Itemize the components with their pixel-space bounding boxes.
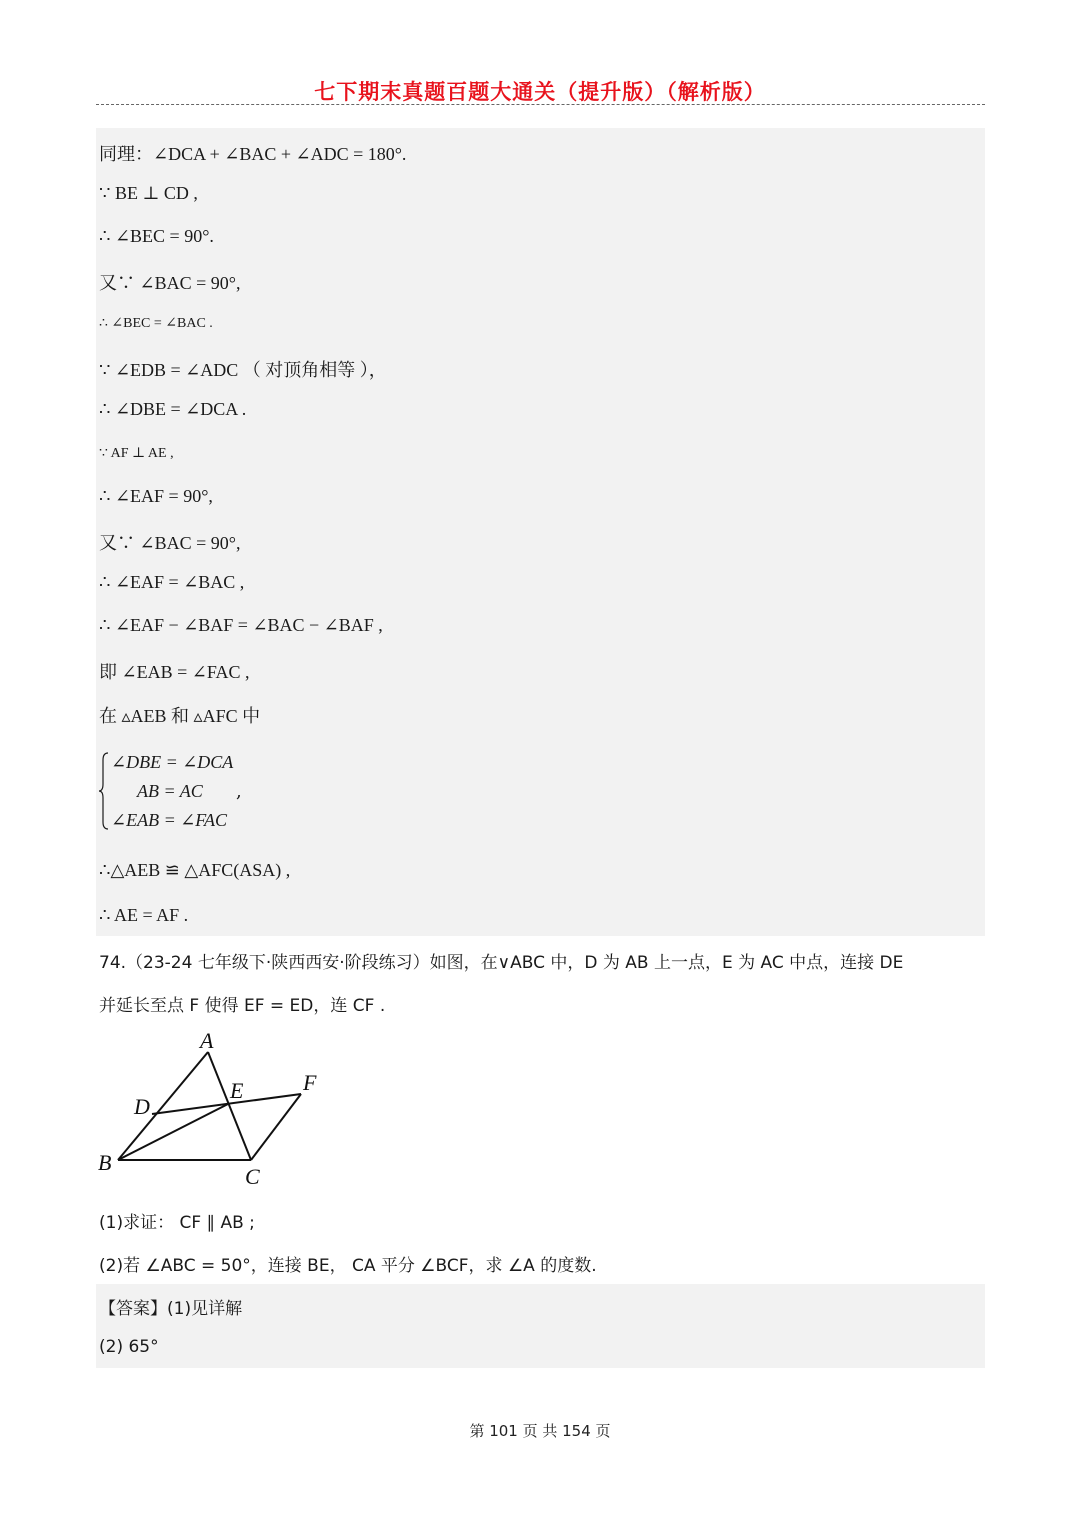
header-divider	[96, 104, 985, 105]
proof-line: 又∵ ∠BAC = 90°,	[99, 273, 241, 293]
left-brace-icon	[99, 752, 109, 830]
geometry-figure	[96, 1030, 336, 1190]
label-e: E	[230, 1078, 244, 1103]
label-b: B	[98, 1150, 112, 1175]
system-comma: ,	[236, 781, 242, 802]
proof-line: ∵ BE ⊥ CD ,	[99, 183, 198, 203]
page-footer: 第 101 页 共 154 页	[469, 1422, 611, 1440]
question-2: (2)若 ∠ABC = 50°，连接 BE， CA 平分 ∠BCF，求 ∠A 的度数.	[99, 1256, 597, 1276]
answer-line: 【答案】(1)见详解	[99, 1299, 243, 1319]
proof-line: 在 ▵AEB 和 ▵AFC 中	[99, 706, 261, 726]
proof-line: ∵ AF ⊥ AE ,	[99, 446, 174, 461]
proof-line: ∴ ∠EAF = 90°,	[99, 486, 213, 506]
proof-line: ∴ ∠BEC = 90°.	[99, 226, 214, 246]
proof-line: 同理：∠DCA + ∠BAC + ∠ADC = 180°.	[99, 144, 407, 164]
segment-ab	[118, 1052, 208, 1160]
proof-line: ∴ ∠EAF − ∠BAF = ∠BAC − ∠BAF ,	[99, 615, 383, 635]
label-f: F	[303, 1070, 317, 1095]
problem-statement: 74.（23-24 七年级下·陕西西安·阶段练习）如图，在∨ABC 中，D 为 AB 上一点，E 为 AC 中点，连接 DE	[99, 953, 904, 973]
question-1: (1)求证： CF ∥ AB ;	[99, 1213, 255, 1233]
proof-line: 又∵ ∠BAC = 90°,	[99, 533, 241, 553]
label-a: A	[200, 1030, 214, 1053]
problem-statement: 并延长至点 F 使得 EF = ED，连 CF .	[99, 996, 386, 1016]
system-line: ∠EAB = ∠FAC	[111, 810, 227, 830]
segment-cf	[251, 1094, 301, 1160]
answer-line: (2) 65°	[99, 1337, 159, 1357]
system-line: AB = AC	[137, 781, 203, 801]
conclusion-line: ∴ AE = AF .	[99, 905, 189, 925]
equation-system	[99, 748, 299, 836]
proof-line: 即 ∠EAB = ∠FAC ,	[99, 662, 250, 682]
proof-line: ∴ ∠DBE = ∠DCA .	[99, 399, 247, 419]
document-header: 七下期末真题百题大通关（提升版）（解析版）	[314, 80, 766, 104]
conclusion-line: ∴△AEB ≌ △AFC(ASA) ,	[99, 860, 291, 880]
proof-line: ∴ ∠EAF = ∠BAC ,	[99, 572, 245, 592]
proof-line: ∵ ∠EDB = ∠ADC （ 对顶角相等 ），	[99, 360, 387, 380]
system-line: ∠DBE = ∠DCA	[111, 752, 234, 772]
proof-line: ∴ ∠BEC = ∠BAC .	[99, 316, 213, 331]
label-d: D	[134, 1094, 150, 1119]
label-c: C	[245, 1164, 260, 1189]
